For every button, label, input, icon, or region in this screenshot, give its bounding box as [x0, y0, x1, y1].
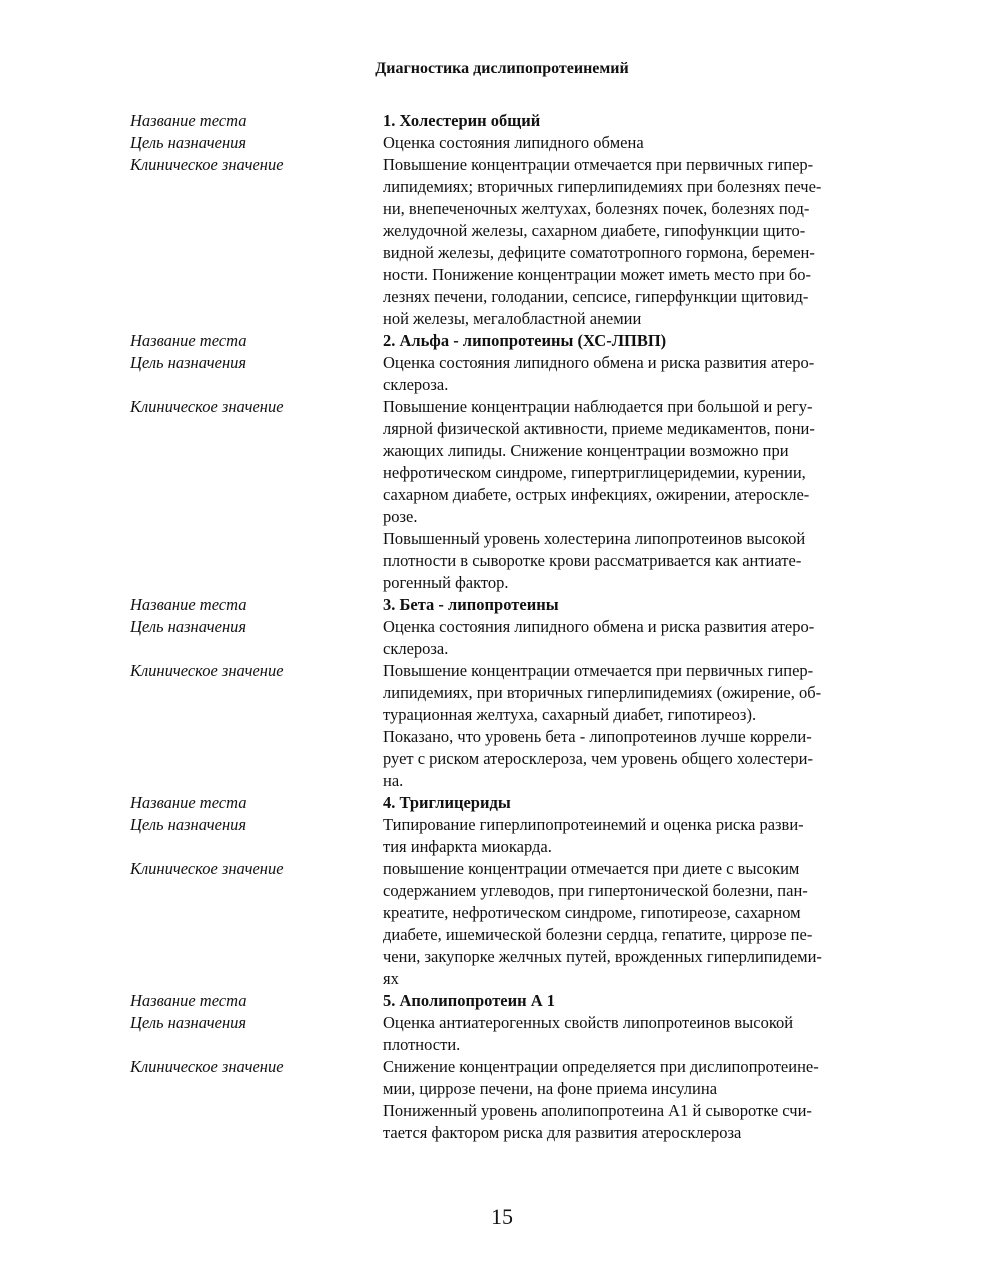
test-clinical-row — [130, 1056, 874, 1144]
test-name: 2. Альфа - липопротеины (ХС-ЛПВП) — [383, 331, 667, 350]
test-purpose: Оценка состояния липидного обмена — [383, 133, 644, 152]
test-clinical-label: Клиническое значение — [130, 397, 284, 416]
test-clinical-paragraph: Повышение концентрации отмечается при первичных гипер- липидемиях; вторичных гиперлипидемиях при болезнях пече- ни, внепеченочных желтухах, болезнях почек, болезнях под- желудочной железы, сахарном диабете, гипофункции щито- видной железы, дефиците соматотропного гормона, беремен- ности. Понижение концентрации может иметь место при бо- лезнях печени, голодании, сепсисе, гиперфункции щитовид- ной железы, мегалобластной анемии — [383, 155, 822, 328]
test-purpose: Оценка состояния липидного обмена и риска развития атеро- склероза. — [383, 617, 815, 658]
test-name-row — [130, 792, 874, 814]
test-clinical-label: Клиническое значение — [130, 859, 284, 878]
test-name: 3. Бета - липопротеины — [383, 595, 559, 614]
test-name-label: Название теста — [130, 595, 247, 614]
test-clinical-row — [130, 396, 874, 594]
page-title: Диагностика дислипопротеинемий — [375, 60, 629, 77]
test-name-row — [130, 990, 874, 1012]
test-purpose-label: Цель назначения — [130, 133, 247, 152]
test-name-row — [130, 330, 874, 352]
test-clinical-paragraph: Снижение концентрации определяется при дислипопротеине- мии, циррозе печени, на фоне приема инсулина — [383, 1057, 819, 1098]
test-purpose-row — [130, 814, 874, 858]
page-number: 15 — [491, 1204, 513, 1229]
test-clinical-row — [130, 660, 874, 792]
test-name-row — [130, 110, 874, 132]
test-purpose-row — [130, 1012, 874, 1056]
test-clinical-paragraph: Пониженный уровень аполипопротеина А1 й сыворотке счи- тается фактором риска для развития атеросклероза — [383, 1101, 812, 1142]
test-clinical-paragraph: Повышенный уровень холестерина липопротеинов высокой плотности в сыворотке крови рассматривается как антиате- рогенный фактор. — [383, 529, 806, 592]
test-purpose: Оценка состояния липидного обмена и риска развития атеро- склероза. — [383, 353, 815, 394]
test-name: 4. Триглицериды — [383, 793, 511, 812]
test-purpose-row — [130, 616, 874, 660]
test-clinical-paragraph: Повышение концентрации наблюдается при большой и регу- лярной физической активности, приеме медикаментов, пони- жающих липиды. Снижение концентрации возможно при нефротическом синдроме, гипертриглицеридемии, курении, сахарном диабете, острых инфекциях, ожирении, атероскле- розе. — [383, 397, 815, 526]
test-clinical-paragraph: Повышение концентрации отмечается при первичных гипер- липидемиях, при вторичных гиперлипидемиях (ожирение, об- турационная желтуха, сахарный диабет, гипотиреоз). — [383, 661, 822, 724]
test-clinical-row — [130, 154, 874, 330]
test-purpose: Оценка антиатерогенных свойств липопротеинов высокой плотности. — [383, 1013, 794, 1054]
test-clinical-label: Клиническое значение — [130, 1057, 284, 1076]
test-purpose-row — [130, 132, 874, 154]
test-name-label: Название теста — [130, 331, 247, 350]
test-name-label: Название теста — [130, 793, 247, 812]
test-clinical-label: Клиническое значение — [130, 661, 284, 680]
test-name-row — [130, 594, 874, 616]
test-clinical-paragraph: повышение концентрации отмечается при диете с высоким содержанием углеводов, при гипертонической болезни, пан- креатите, нефротическом синдроме, гипотиреозе, сахарном диабете, ишемической болезни сердца, гепатите, циррозе пе- чени, закупорке желчных путей, врожденных гиперлипидеми- ях — [383, 859, 822, 988]
test-purpose: Типирование гиперлипопротеинемий и оценка риска разви- тия инфаркта миокарда. — [383, 815, 804, 856]
test-clinical-paragraph: Показано, что уровень бета - липопротеинов лучше коррели- рует с риском атеросклероза, чем уровень общего холестери- на. — [383, 727, 813, 790]
test-name: 1. Холестерин общий — [383, 111, 541, 130]
test-purpose-label: Цель назначения — [130, 815, 247, 834]
test-purpose-label: Цель назначения — [130, 617, 247, 636]
test-purpose-label: Цель назначения — [130, 1013, 247, 1032]
test-purpose-label: Цель назначения — [130, 353, 247, 372]
test-clinical-label: Клиническое значение — [130, 155, 284, 174]
test-list — [130, 110, 874, 1144]
test-name: 5. Аполипопротеин А 1 — [383, 991, 556, 1010]
test-name-label: Название теста — [130, 991, 247, 1010]
test-clinical-row — [130, 858, 874, 990]
test-purpose-row — [130, 352, 874, 396]
test-name-label: Название теста — [130, 111, 247, 130]
